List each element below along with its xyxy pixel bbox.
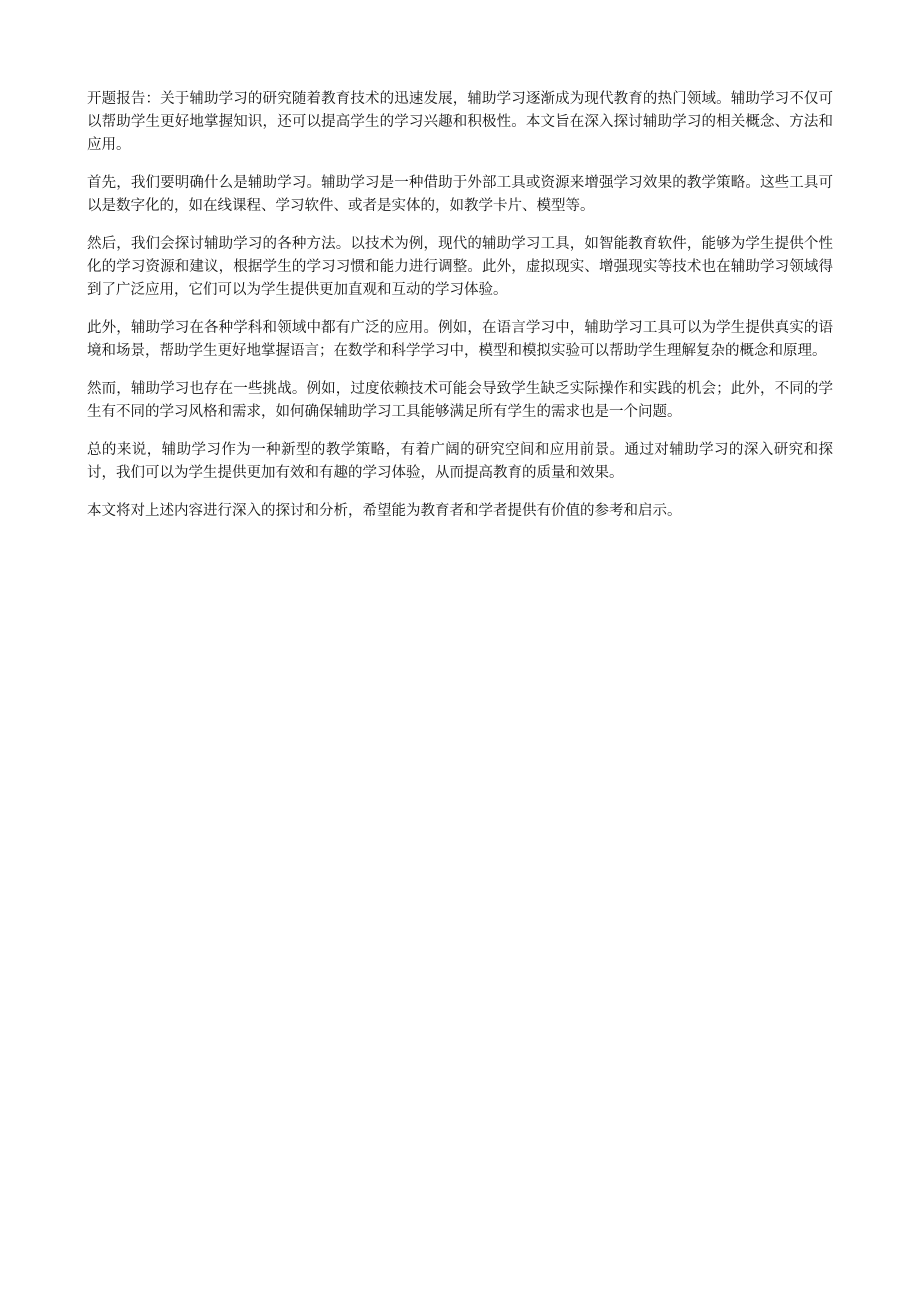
document-page	[87, 88, 833, 538]
paragraph-conclusion: 本文将对上述内容进行深入的探讨和分析，希望能为教育者和学者提供有价值的参考和启示。	[87, 503, 682, 519]
paragraph-definition: 首先，我们要明确什么是辅助学习。辅助学习是一种借助于外部工具或资源来增强学习效果的教学策略。这些工具可以是数字化的，如在线课程、学习软件、或者是实体的，如教学卡片、模型等。	[87, 175, 833, 214]
paragraph-summary: 总的来说，辅助学习作为一种新型的教学策略，有着广阔的研究空间和应用前景。通过对辅助学习的深入研究和探讨，我们可以为学生提供更加有效和有趣的学习体验，从而提高教育的质量和效果。	[87, 442, 833, 481]
paragraph-applications: 此外，辅助学习在各种学科和领域中都有广泛的应用。例如，在语言学习中，辅助学习工具可以为学生提供真实的语境和场景，帮助学生更好地掌握语言；在数学和科学学习中，模型和模拟实验可以帮助学生理解复杂的概念和原理。	[87, 320, 833, 359]
paragraph-intro: 开题报告：关于辅助学习的研究随着教育技术的迅速发展，辅助学习逐渐成为现代教育的热门领域。辅助学习不仅可以帮助学生更好地掌握知识，还可以提高学生的学习兴趣和积极性。本文旨在深入探讨辅助学习的相关概念、方法和应用。	[87, 91, 833, 153]
paragraph-challenges: 然而，辅助学习也存在一些挑战。例如，过度依赖技术可能会导致学生缺乏实际操作和实践的机会；此外，不同的学生有不同的学习风格和需求，如何确保辅助学习工具能够满足所有学生的需求也是一个问题。	[87, 381, 833, 420]
paragraph-methods: 然后，我们会探讨辅助学习的各种方法。以技术为例，现代的辅助学习工具，如智能教育软件，能够为学生提供个性化的学习资源和建议，根据学生的学习习惯和能力进行调整。此外，虚拟现实、增强现实等技术也在辅助学习领域得到了广泛应用，它们可以为学生提供更加直观和互动的学习体验。	[87, 236, 833, 298]
